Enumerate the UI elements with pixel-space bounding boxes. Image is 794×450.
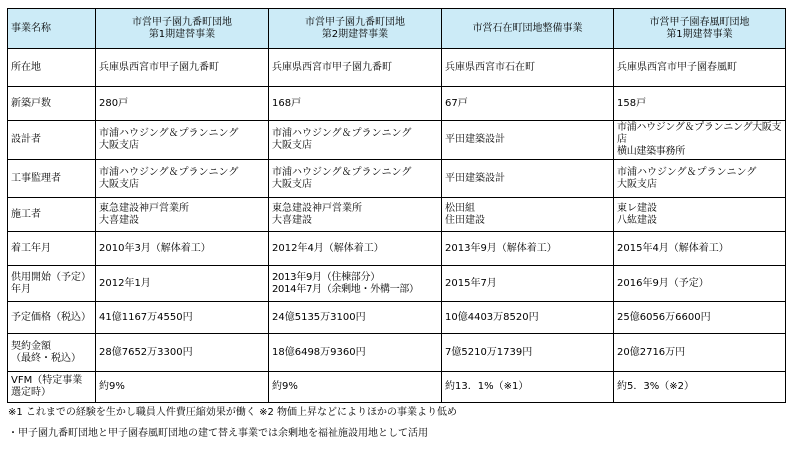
- table-cell: [442, 232, 614, 266]
- row-label-line: 選定時）: [11, 387, 51, 398]
- row-label-line: VFM（特定事業: [11, 375, 83, 386]
- table-cell: [269, 266, 442, 302]
- table-cell: [614, 266, 786, 302]
- table-header-row: [8, 9, 786, 49]
- table-cell: [614, 160, 786, 198]
- table-cell: [614, 87, 786, 121]
- table-cell: [269, 302, 442, 334]
- table-row: [8, 232, 786, 266]
- cell-line: 2012年4月（解体着工）: [272, 242, 384, 254]
- cell-line: 41億1167万4550円: [99, 311, 193, 323]
- table-cell: [442, 334, 614, 372]
- table-cell: [96, 266, 269, 302]
- cell-line: 2015年4月（解体着工）: [617, 242, 729, 254]
- table-cell: [96, 334, 269, 372]
- row-label-cell: [8, 121, 96, 160]
- cell-line: 20億2716万円: [617, 346, 686, 358]
- table-row: [8, 198, 786, 232]
- row-label-cell: [8, 49, 96, 87]
- cell-line: 約5．3%（※2）: [617, 381, 694, 392]
- footnote: ・甲子園九番町団地と甲子園春風町団地の建て替え事業では余剰地を福祉施設用地として活用: [8, 428, 428, 439]
- row-label-cell: [8, 232, 96, 266]
- row-label-line: 予定価格（税込）: [11, 311, 91, 323]
- table-cell: [614, 49, 786, 87]
- project-header-cell: [269, 9, 442, 49]
- table-cell: [96, 160, 269, 198]
- cell-line: 大喜建設: [99, 214, 139, 226]
- row-label-cell: [8, 372, 96, 403]
- table-cell: [442, 121, 614, 160]
- table-cell: [614, 232, 786, 266]
- project-name-line: 第2期建替事業: [321, 28, 389, 40]
- table-cell: [269, 232, 442, 266]
- cell-line: 市浦ハウジング＆プランニング: [272, 128, 412, 139]
- table-row: [8, 87, 786, 121]
- table-cell: [96, 372, 269, 403]
- cell-line: 住田建設: [445, 214, 485, 226]
- cell-line: 2012年1月: [99, 277, 151, 289]
- cell-line: 67戸: [445, 97, 468, 109]
- cell-line: 大阪支店: [272, 140, 312, 151]
- row-label-line: （最終・税込）: [11, 352, 81, 364]
- cell-line: 28億7652万3300円: [99, 346, 193, 358]
- table-cell: [269, 372, 442, 403]
- row-label-line: 着工年月: [11, 242, 51, 254]
- cell-line: 約9%: [99, 381, 125, 392]
- cell-line: 2010年3月（解体着工）: [99, 242, 211, 254]
- row-label-line: 年月: [11, 283, 31, 295]
- table-cell: [442, 266, 614, 302]
- cell-line: 兵庫県西宮市甲子園九番町: [99, 61, 219, 73]
- table-cell: [269, 87, 442, 121]
- table-cell: [269, 49, 442, 87]
- table-cell: [96, 87, 269, 121]
- row-label-cell: [8, 198, 96, 232]
- table-cell: [614, 198, 786, 232]
- cell-line: 松田組: [445, 202, 475, 214]
- cell-line: 7億5210万1739円: [445, 346, 533, 358]
- cell-line: 25億6056万6600円: [617, 311, 711, 323]
- row-label-line: 施工者: [11, 208, 41, 220]
- cell-line: 大阪支店: [617, 178, 657, 190]
- table-cell: [269, 334, 442, 372]
- table-row: [8, 266, 786, 302]
- cell-line: 2016年9月（予定）: [617, 277, 709, 289]
- row-label-line: 設計者: [11, 134, 41, 145]
- row-label-line: 新築戸数: [11, 97, 51, 109]
- cell-line: 市浦ハウジング＆プランニング: [99, 128, 239, 139]
- cell-line: 東急建設神戸営業所: [272, 202, 362, 214]
- project-comparison-table: [7, 8, 786, 403]
- project-name-line: 市営甲子園春風町団地: [649, 16, 750, 28]
- table-row: [8, 372, 786, 403]
- row-label-line: 工事監理者: [11, 172, 61, 184]
- cell-line: 2013年9月（解体着工）: [445, 242, 557, 254]
- row-label-cell: [8, 334, 96, 372]
- cell-line: 168戸: [272, 97, 302, 109]
- cell-line: 大阪支店: [99, 140, 139, 151]
- table-cell: [442, 87, 614, 121]
- project-header-cell: [614, 9, 786, 49]
- row-label-cell: [8, 302, 96, 334]
- row-label-cell: [8, 266, 96, 302]
- cell-line: 平田建築設計: [445, 172, 505, 184]
- table-cell: [614, 372, 786, 403]
- cell-line: 市浦ハウジング＆プランニング: [272, 166, 412, 178]
- cell-line: 2015年7月: [445, 277, 497, 289]
- cell-line: 兵庫県西宮市甲子園九番町: [272, 61, 392, 73]
- cell-line: 24億5135万3100円: [272, 311, 366, 323]
- cell-line: 横山建築事務所: [617, 146, 685, 157]
- table-cell: [442, 302, 614, 334]
- cell-line: 八紘建設: [617, 214, 657, 226]
- cell-line: 平田建築設計: [445, 134, 505, 145]
- table-body: [8, 9, 786, 403]
- row-label-cell: [8, 160, 96, 198]
- cell-line: 市浦ハウジング＆プランニング: [617, 166, 757, 178]
- table-cell: [442, 372, 614, 403]
- project-name-line: 市営甲子園九番町団地: [305, 16, 405, 28]
- table-cell: [614, 121, 786, 160]
- footnote: ※1 これまでの経験を生かし職員人件費圧縮効果が働く ※2 物価上昇などによりほかの事業より低め: [8, 407, 458, 418]
- project-header-cell: [96, 9, 269, 49]
- table-cell: [96, 302, 269, 334]
- project-name-line: 第1期建替事業: [666, 28, 733, 40]
- table-row: [8, 302, 786, 334]
- cell-line: 2013年9月（住棟部分）: [272, 271, 380, 283]
- cell-line: 市浦ハウジング＆プランニング: [99, 166, 239, 178]
- table-cell: [442, 198, 614, 232]
- table-cell: [442, 160, 614, 198]
- table-cell: [269, 121, 442, 160]
- cell-line: 158戸: [617, 97, 647, 109]
- table-row: [8, 334, 786, 372]
- row-label-cell: [8, 87, 96, 121]
- cell-line: 約13．1%（※1）: [445, 381, 529, 392]
- row-label-line: 契約金額: [11, 340, 51, 352]
- table-cell: [96, 121, 269, 160]
- table-row: [8, 160, 786, 198]
- cell-line: 2014年7月（余剰地・外構一部）: [272, 283, 419, 295]
- header-label-cell: 事業名称: [8, 9, 96, 49]
- table-cell: [269, 198, 442, 232]
- row-label-line: 供用開始（予定）: [11, 271, 91, 283]
- table-cell: [96, 49, 269, 87]
- cell-line: 10億4403万8520円: [445, 311, 539, 323]
- table-cell: [614, 302, 786, 334]
- cell-line: 兵庫県西宮市甲子園春風町: [617, 61, 737, 73]
- table-row: [8, 121, 786, 160]
- cell-line: 約9%: [272, 381, 298, 392]
- cell-line: 大喜建設: [272, 214, 312, 226]
- table-cell: [269, 160, 442, 198]
- cell-line: 東レ建設: [617, 202, 657, 214]
- table-cell: [96, 232, 269, 266]
- cell-line: 東急建設神戸営業所: [99, 202, 189, 214]
- project-name-line: 市営石在町団地整備事業: [472, 22, 583, 34]
- cell-line: 18億6498万9360円: [272, 346, 366, 358]
- project-name-line: 第1期建替事業: [148, 28, 216, 40]
- project-header-cell: [442, 9, 614, 49]
- table-row: [8, 49, 786, 87]
- cell-line: 大阪支店: [99, 178, 139, 190]
- table-cell: [614, 334, 786, 372]
- table-cell: [442, 49, 614, 87]
- cell-line: 280戸: [99, 97, 129, 109]
- cell-line: 大阪支店: [272, 178, 312, 190]
- table-cell: [96, 198, 269, 232]
- cell-line: 兵庫県西宮市石在町: [445, 61, 535, 73]
- row-label-line: 所在地: [11, 61, 41, 73]
- project-name-line: 市営甲子園九番町団地: [132, 16, 232, 28]
- cell-line: 市浦ハウジング＆プランニング大阪支店: [617, 122, 782, 145]
